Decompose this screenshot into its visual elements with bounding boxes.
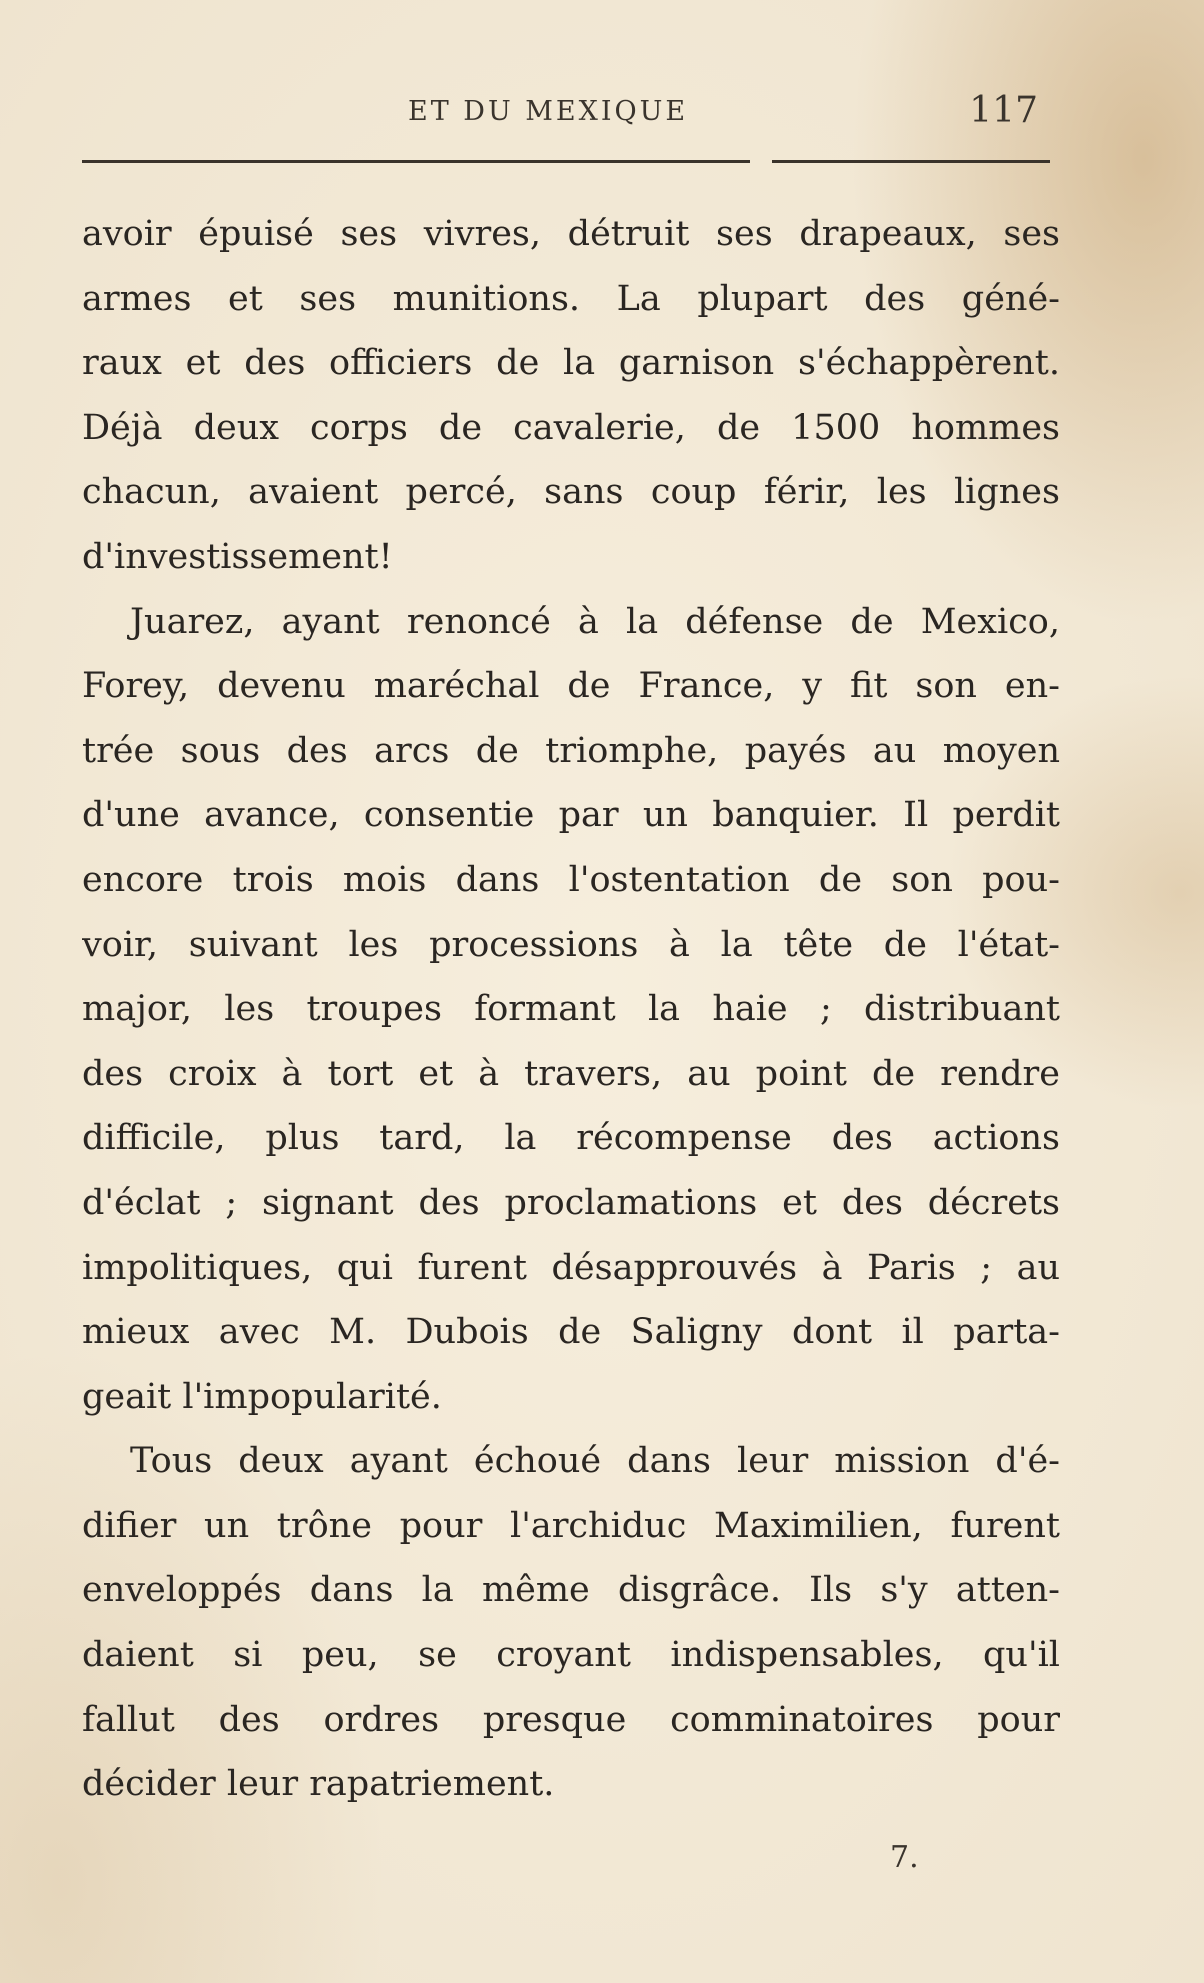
text-line: d'investissement! [82, 536, 393, 577]
text-line: Juarez, ayant renoncé à la défense de Mexico, [130, 601, 1060, 642]
text-line: difier un trône pour l'archiduc Maximilien, furent [82, 1505, 1060, 1546]
text-line: fallut des ordres presque comminatoires pour [82, 1699, 1060, 1740]
text-line: Déjà deux corps de cavalerie, de 1500 hommes [82, 407, 1060, 448]
text-line: avoir épuisé ses vivres, détruit ses drapeaux, ses [82, 214, 1060, 254]
text-line: voir, suivant les processions à la tête de l'état- [82, 924, 1060, 965]
text-line: geait l'impopularité. [82, 1376, 442, 1417]
page-number: 117 [969, 90, 1038, 131]
text-line: armes et ses munitions. La plupart des géné- [82, 278, 1060, 319]
header-rule-right [772, 160, 1050, 163]
text-line: trée sous des arcs de triomphe, payés au moyen [82, 730, 1060, 771]
text-line: décider leur rapatriement. [82, 1764, 555, 1805]
text-line: d'une avance, consentie par un banquier. Il perdit [82, 795, 1060, 836]
text-line: raux et des officiers de la garnison s'échappèrent. [82, 343, 1060, 384]
text-line: Tous deux ayant échoué dans leur mission d'é- [130, 1441, 1060, 1482]
text-line: chacun, avaient percé, sans coup férir, les lignes [82, 472, 1060, 513]
text-line: Forey, devenu maréchal de France, y fit son en- [82, 666, 1060, 707]
text-line: mieux avec M. Dubois de Saligny dont il parta- [82, 1312, 1060, 1353]
header-rule-left [82, 160, 750, 163]
text-line: major, les troupes formant la haie ; distribuant [82, 989, 1060, 1030]
text-line: daient si peu, se croyant indispensables, qu'il [82, 1635, 1060, 1676]
page-header [80, 88, 1058, 138]
text-line: encore trois mois dans l'ostentation de son pou- [82, 859, 1060, 900]
body-text [82, 202, 1060, 1817]
text-line: d'éclat ; signant des proclamations et des décrets [82, 1182, 1060, 1223]
text-line: enveloppés dans la même disgrâce. Ils s'y atten- [82, 1570, 1060, 1611]
signature-mark: 7. [890, 1840, 919, 1875]
text-line: des croix à tort et à travers, au point de rendre [82, 1053, 1060, 1094]
text-line: impolitiques, qui furent désapprouvés à Paris ; au [82, 1247, 1060, 1288]
text-line: difficile, plus tard, la récompense des actions [82, 1118, 1060, 1159]
running-title: ET DU MEXIQUE [408, 96, 689, 127]
